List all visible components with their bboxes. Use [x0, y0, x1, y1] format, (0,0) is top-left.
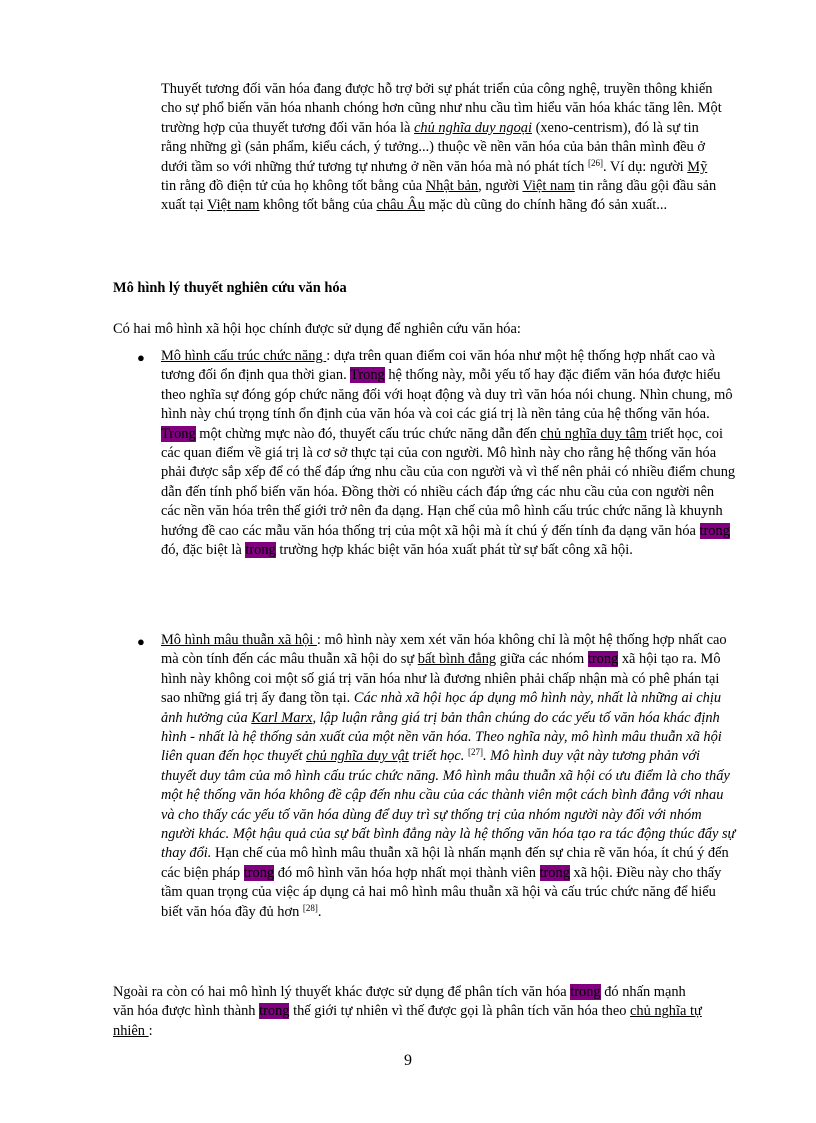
hyperlink-term[interactable]: chủ nghĩa duy ngoại	[414, 119, 532, 136]
hyperlink-term[interactable]: chủ nghĩa duy tâm	[540, 425, 648, 442]
text-run: đó nhấn mạnh văn hóa được hình thành	[113, 984, 686, 1020]
highlighted-term: trong	[539, 864, 570, 881]
text-run: (xeno-centrism), đó là sự tin rằng những gì (sản phẩm, kiểu cách, ý tưởng...) thuộc về nền văn hóa của bản thân mình đều ở dưới tầm so với những thứ tương tự nhưng ở nền văn hóa mà nó phát tích	[161, 119, 705, 175]
text-run: Thuyết tương đối văn hóa đang được hỗ trợ bởi sự phát triển của công nghệ, truyền thông khiến cho sự phổ biến văn hóa nhanh chóng hơn cũng như nhu cầu tìm hiểu văn hóa khác tăng lên. Một trường hợp của thuyết tương đối văn hóa là	[161, 81, 722, 136]
page-number: 9	[404, 1052, 412, 1069]
text-run: : mô hình này xem xét văn hóa không chỉ là một hệ thống hợp nhất cao mà còn tính đến các mâu thuẫn xã hội do sự	[161, 632, 727, 668]
hyperlink-term[interactable]: bất bình đẳng	[417, 651, 497, 668]
highlighted-term: trong	[245, 542, 276, 559]
highlighted-term: Trong	[161, 425, 196, 442]
text-run: Ngoài ra còn có hai mô hình lý thuyết khác được sử dụng để phân tích văn hóa	[113, 984, 571, 1000]
text-run: xã hội tạo ra. Mô hình này không coi một số giá trị văn hóa như là đương nhiên phải chấp nhận mà có phê phán tại sao những giá trị ấy đang tồn tại.	[161, 651, 721, 707]
hyperlink-term[interactable]: Việt nam	[207, 197, 260, 214]
text-run: một chừng mực nào đó, thuyết cấu trúc chức năng dẫn đến	[195, 425, 541, 442]
text-run: , lập luận rằng giá trị bản thân chúng do các yếu tố văn hóa khác định hình - nhất là hệ thống sản xuất của một nền văn hóa. Theo nghĩa này, mô hình mâu thuẫn xã hội liên quan đến học thuyết	[161, 709, 722, 765]
text-run: Hạn chế của mô hình mâu thuẫn xã hội là nhấn mạnh đến sự chia rẽ văn hóa, ít chú ý đến các biện pháp	[161, 845, 729, 881]
text-run: : dựa trên quan điểm coi văn hóa như một hệ thống hợp nhất cao và tương đối ổn định qua thời gian.	[161, 348, 716, 384]
text-run: .	[317, 903, 322, 920]
text-run: triết học, coi các quan điểm về giá trị là cơ sở thực tại của con người. Mô hình này cho rằng hệ thống văn hóa phải được sắp xếp để có thể đáp ứng nhu cầu của con người và vì thế nên phải có nhiều điểm chung dẫn đến tính phổ biến văn hóa. Đồng thời có nhiều cách đáp ứng các nhu cầu của con người nên các nền văn hóa trên thế giới trở nên đa dạng. Hạn chế của mô hình cấu trúc chức năng là khuynh hướng đề cao các mẫu văn hóa thống trị của một xã hội mà ít chú ý đến tính đa dạng văn hóa	[161, 425, 736, 539]
highlighted-term: trong	[699, 522, 730, 539]
list-item-text	[161, 631, 736, 922]
text-run: tin rằng dầu gội đầu sản xuất tại	[161, 178, 717, 214]
text-run: :	[148, 1022, 153, 1039]
hyperlink-term[interactable]: Karl Marx	[251, 709, 313, 726]
text-run: tin rằng đồ điện tử của họ không tốt bằng của	[161, 178, 426, 195]
text-run: không tốt bằng của	[259, 197, 377, 214]
highlighted-term: Trong	[350, 367, 385, 384]
text-run: giữa các nhóm	[496, 651, 588, 668]
text-run: . Mô hình duy vật này tương phản với thuyết duy tâm của mô hình cấu trúc chức năng. Mô hình mâu thuẫn xã hội có ưu điểm là cho thấy một hệ thống văn hóa không đề cập đến nhu cầu của các thành viên một cách bình đẳng với nhau và cho thấy các yếu tố văn hóa dùng để duy trì sự thống trị của nhóm người này đối với nhóm người khác. Một hậu quả của sự bất bình đẳng này là hệ thống văn hóa tạo ra tác động thúc đẩy sự thay đổi.	[161, 748, 736, 862]
hyperlink-term[interactable]: Mô hình mâu thuẫn xã hội	[161, 632, 317, 648]
list-item-structural-functional	[137, 347, 736, 560]
lead-sentence: Có hai mô hình xã hội học chính được sử dụng để nghiên cứu văn hóa:	[113, 321, 521, 337]
text-run: , người	[478, 178, 523, 195]
text-run: xã hội. Điều này cho thấy tầm quan trọng của việc áp dụng cả hai mô hình mâu thuẫn xã hội và cấu trúc chức năng để hiểu biết văn hóa đầy đủ hơn	[161, 864, 722, 920]
highlighted-term: trong	[587, 651, 619, 668]
text-run: đó, đặc biệt là	[161, 542, 246, 559]
closing-paragraph	[113, 983, 703, 1041]
text-run: thế giới tự nhiên vì thế được gọi là phân tích văn hóa theo	[289, 1003, 631, 1020]
hyperlink-term[interactable]: Mô hình cấu trúc chức năng	[161, 348, 327, 364]
bullet-icon: ●	[137, 634, 145, 649]
intro-paragraph	[161, 80, 726, 216]
citation-ref: [26]	[587, 157, 603, 168]
hyperlink-term[interactable]: Việt nam	[522, 178, 575, 195]
citation-ref: [28]	[302, 902, 318, 913]
text-run: đó mô hình văn hóa hợp nhất mọi thành viên	[274, 864, 540, 881]
text-run: hệ thống này, mỗi yếu tố hay đặc điểm văn hóa được hiểu theo nghĩa sự đóng góp chức năng đối với hoạt động và duy trì văn hóa nói chung. Nhìn chung, mô hình này chú trọng tính ổn định của văn hóa và coi các giá trị là nền tảng của hệ thống văn hóa.	[161, 367, 733, 423]
highlighted-term: trong	[243, 864, 275, 881]
text-run: trường hợp khác biệt văn hóa xuất phát từ sự bất công xã hội.	[275, 542, 633, 559]
highlighted-term: trong	[259, 1003, 290, 1020]
text-run: mặc dù cũng do chính hãng đó sản xuất...	[424, 197, 668, 214]
text-run: Các nhà xã hội học áp dụng mô hình này, nhất là những ai chịu ảnh hưởng của	[161, 690, 722, 726]
text-run: . Ví dụ: người	[602, 158, 688, 175]
hyperlink-term[interactable]: châu Âu	[376, 197, 425, 214]
highlighted-term: trong	[570, 984, 601, 1000]
section-heading: Mô hình lý thuyết nghiên cứu văn hóa	[113, 280, 347, 296]
list-item-text	[161, 347, 736, 560]
list-item-social-conflict	[137, 631, 736, 922]
hyperlink-term[interactable]: chủ nghĩa duy vật	[306, 748, 409, 765]
text-run: triết học.	[408, 748, 468, 765]
citation-ref: [27]	[467, 747, 483, 758]
bullet-icon: ●	[137, 350, 145, 365]
hyperlink-term[interactable]: Nhật bản	[425, 178, 479, 195]
hyperlink-term[interactable]: chủ nghĩa tự nhiên	[113, 1003, 702, 1039]
hyperlink-term[interactable]: Mỹ	[687, 158, 708, 175]
